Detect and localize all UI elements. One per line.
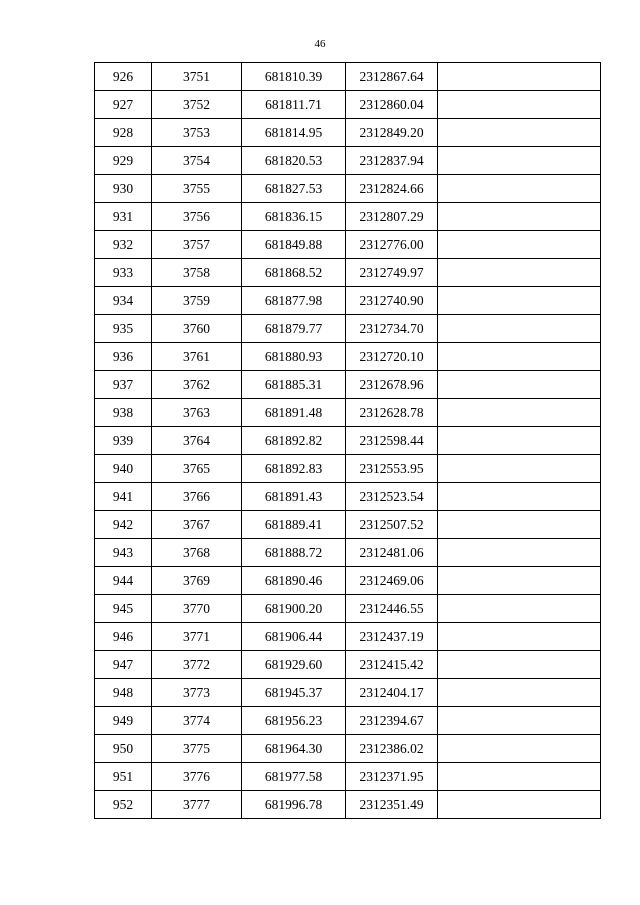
point-id-cell: 3758 xyxy=(152,259,242,287)
y-coordinate-cell: 2312837.94 xyxy=(346,147,438,175)
x-coordinate-cell: 681929.60 xyxy=(242,651,346,679)
point-id-cell: 3754 xyxy=(152,147,242,175)
point-id-cell: 3767 xyxy=(152,511,242,539)
row-index-cell: 950 xyxy=(95,735,152,763)
note-cell xyxy=(438,539,601,567)
table-row xyxy=(95,399,601,427)
y-coordinate-cell: 2312415.42 xyxy=(346,651,438,679)
table-row xyxy=(95,371,601,399)
y-coordinate-cell: 2312446.55 xyxy=(346,595,438,623)
y-coordinate-cell: 2312404.17 xyxy=(346,679,438,707)
table-row xyxy=(95,651,601,679)
table-row xyxy=(95,483,601,511)
x-coordinate-cell: 681811.71 xyxy=(242,91,346,119)
x-coordinate-cell: 681877.98 xyxy=(242,287,346,315)
point-id-cell: 3768 xyxy=(152,539,242,567)
y-coordinate-cell: 2312749.97 xyxy=(346,259,438,287)
point-id-cell: 3759 xyxy=(152,287,242,315)
y-coordinate-cell: 2312469.06 xyxy=(346,567,438,595)
x-coordinate-cell: 681996.78 xyxy=(242,791,346,819)
row-index-cell: 937 xyxy=(95,371,152,399)
page-number: 46 xyxy=(314,38,326,50)
table-row xyxy=(95,63,601,91)
y-coordinate-cell: 2312860.04 xyxy=(346,91,438,119)
y-coordinate-cell: 2312678.96 xyxy=(346,371,438,399)
table-row xyxy=(95,763,601,791)
note-cell xyxy=(438,203,601,231)
x-coordinate-cell: 681964.30 xyxy=(242,735,346,763)
table-row xyxy=(95,287,601,315)
table-row xyxy=(95,707,601,735)
row-index-cell: 940 xyxy=(95,455,152,483)
row-index-cell: 932 xyxy=(95,231,152,259)
row-index-cell: 939 xyxy=(95,427,152,455)
row-index-cell: 952 xyxy=(95,791,152,819)
point-id-cell: 3765 xyxy=(152,455,242,483)
note-cell xyxy=(438,343,601,371)
point-id-cell: 3763 xyxy=(152,399,242,427)
note-cell xyxy=(438,651,601,679)
y-coordinate-cell: 2312628.78 xyxy=(346,399,438,427)
y-coordinate-cell: 2312849.20 xyxy=(346,119,438,147)
row-index-cell: 945 xyxy=(95,595,152,623)
note-cell xyxy=(438,175,601,203)
x-coordinate-cell: 681892.83 xyxy=(242,455,346,483)
x-coordinate-cell: 681891.43 xyxy=(242,483,346,511)
y-coordinate-cell: 2312740.90 xyxy=(346,287,438,315)
table-row xyxy=(95,567,601,595)
point-id-cell: 3776 xyxy=(152,763,242,791)
point-id-cell: 3762 xyxy=(152,371,242,399)
table-row xyxy=(95,231,601,259)
x-coordinate-cell: 681906.44 xyxy=(242,623,346,651)
note-cell xyxy=(438,231,601,259)
row-index-cell: 942 xyxy=(95,511,152,539)
point-id-cell: 3770 xyxy=(152,595,242,623)
y-coordinate-cell: 2312824.66 xyxy=(346,175,438,203)
note-cell xyxy=(438,371,601,399)
point-id-cell: 3751 xyxy=(152,63,242,91)
x-coordinate-cell: 681836.15 xyxy=(242,203,346,231)
x-coordinate-cell: 681900.20 xyxy=(242,595,346,623)
row-index-cell: 938 xyxy=(95,399,152,427)
point-id-cell: 3772 xyxy=(152,651,242,679)
note-cell xyxy=(438,147,601,175)
y-coordinate-cell: 2312507.52 xyxy=(346,511,438,539)
point-id-cell: 3766 xyxy=(152,483,242,511)
table-row xyxy=(95,455,601,483)
note-cell xyxy=(438,483,601,511)
note-cell xyxy=(438,735,601,763)
x-coordinate-cell: 681849.88 xyxy=(242,231,346,259)
note-cell xyxy=(438,399,601,427)
x-coordinate-cell: 681827.53 xyxy=(242,175,346,203)
point-id-cell: 3752 xyxy=(152,91,242,119)
x-coordinate-cell: 681814.95 xyxy=(242,119,346,147)
x-coordinate-cell: 681889.41 xyxy=(242,511,346,539)
point-id-cell: 3769 xyxy=(152,567,242,595)
note-cell xyxy=(438,567,601,595)
row-index-cell: 934 xyxy=(95,287,152,315)
note-cell xyxy=(438,763,601,791)
note-cell xyxy=(438,455,601,483)
y-coordinate-cell: 2312371.95 xyxy=(346,763,438,791)
row-index-cell: 929 xyxy=(95,147,152,175)
x-coordinate-cell: 681868.52 xyxy=(242,259,346,287)
row-index-cell: 936 xyxy=(95,343,152,371)
note-cell xyxy=(438,679,601,707)
row-index-cell: 951 xyxy=(95,763,152,791)
row-index-cell: 941 xyxy=(95,483,152,511)
y-coordinate-cell: 2312598.44 xyxy=(346,427,438,455)
note-cell xyxy=(438,427,601,455)
point-id-cell: 3753 xyxy=(152,119,242,147)
note-cell xyxy=(438,707,601,735)
table-row xyxy=(95,595,601,623)
x-coordinate-cell: 681890.46 xyxy=(242,567,346,595)
table-row xyxy=(95,735,601,763)
y-coordinate-cell: 2312553.95 xyxy=(346,455,438,483)
table-row xyxy=(95,147,601,175)
x-coordinate-cell: 681977.58 xyxy=(242,763,346,791)
point-id-cell: 3757 xyxy=(152,231,242,259)
point-id-cell: 3774 xyxy=(152,707,242,735)
row-index-cell: 949 xyxy=(95,707,152,735)
table-row xyxy=(95,175,601,203)
row-index-cell: 928 xyxy=(95,119,152,147)
note-cell xyxy=(438,791,601,819)
y-coordinate-cell: 2312351.49 xyxy=(346,791,438,819)
x-coordinate-cell: 681945.37 xyxy=(242,679,346,707)
x-coordinate-cell: 681888.72 xyxy=(242,539,346,567)
note-cell xyxy=(438,315,601,343)
point-id-cell: 3771 xyxy=(152,623,242,651)
table-row xyxy=(95,511,601,539)
y-coordinate-cell: 2312807.29 xyxy=(346,203,438,231)
note-cell xyxy=(438,287,601,315)
row-index-cell: 935 xyxy=(95,315,152,343)
note-cell xyxy=(438,119,601,147)
row-index-cell: 943 xyxy=(95,539,152,567)
row-index-cell: 926 xyxy=(95,63,152,91)
table-row xyxy=(95,203,601,231)
table-row xyxy=(95,91,601,119)
y-coordinate-cell: 2312394.67 xyxy=(346,707,438,735)
y-coordinate-cell: 2312720.10 xyxy=(346,343,438,371)
table-row xyxy=(95,119,601,147)
y-coordinate-cell: 2312437.19 xyxy=(346,623,438,651)
table-row xyxy=(95,427,601,455)
point-id-cell: 3756 xyxy=(152,203,242,231)
x-coordinate-cell: 681891.48 xyxy=(242,399,346,427)
point-id-cell: 3755 xyxy=(152,175,242,203)
row-index-cell: 947 xyxy=(95,651,152,679)
x-coordinate-cell: 681879.77 xyxy=(242,315,346,343)
note-cell xyxy=(438,63,601,91)
y-coordinate-cell: 2312523.54 xyxy=(346,483,438,511)
x-coordinate-cell: 681820.53 xyxy=(242,147,346,175)
x-coordinate-cell: 681956.23 xyxy=(242,707,346,735)
table-row xyxy=(95,259,601,287)
row-index-cell: 948 xyxy=(95,679,152,707)
table-body xyxy=(95,63,601,819)
x-coordinate-cell: 681880.93 xyxy=(242,343,346,371)
note-cell xyxy=(438,511,601,539)
note-cell xyxy=(438,259,601,287)
note-cell xyxy=(438,595,601,623)
row-index-cell: 944 xyxy=(95,567,152,595)
row-index-cell: 946 xyxy=(95,623,152,651)
note-cell xyxy=(438,623,601,651)
table-row xyxy=(95,623,601,651)
table-row xyxy=(95,679,601,707)
point-id-cell: 3760 xyxy=(152,315,242,343)
row-index-cell: 930 xyxy=(95,175,152,203)
x-coordinate-cell: 681892.82 xyxy=(242,427,346,455)
point-id-cell: 3775 xyxy=(152,735,242,763)
y-coordinate-cell: 2312776.00 xyxy=(346,231,438,259)
point-id-cell: 3777 xyxy=(152,791,242,819)
row-index-cell: 931 xyxy=(95,203,152,231)
y-coordinate-cell: 2312386.02 xyxy=(346,735,438,763)
table-row xyxy=(95,791,601,819)
point-id-cell: 3764 xyxy=(152,427,242,455)
y-coordinate-cell: 2312481.06 xyxy=(346,539,438,567)
table-row xyxy=(95,343,601,371)
note-cell xyxy=(438,91,601,119)
point-id-cell: 3773 xyxy=(152,679,242,707)
table-row xyxy=(95,539,601,567)
y-coordinate-cell: 2312734.70 xyxy=(346,315,438,343)
coordinates-table xyxy=(94,62,601,819)
point-id-cell: 3761 xyxy=(152,343,242,371)
x-coordinate-cell: 681885.31 xyxy=(242,371,346,399)
table-row xyxy=(95,315,601,343)
row-index-cell: 933 xyxy=(95,259,152,287)
y-coordinate-cell: 2312867.64 xyxy=(346,63,438,91)
row-index-cell: 927 xyxy=(95,91,152,119)
x-coordinate-cell: 681810.39 xyxy=(242,63,346,91)
